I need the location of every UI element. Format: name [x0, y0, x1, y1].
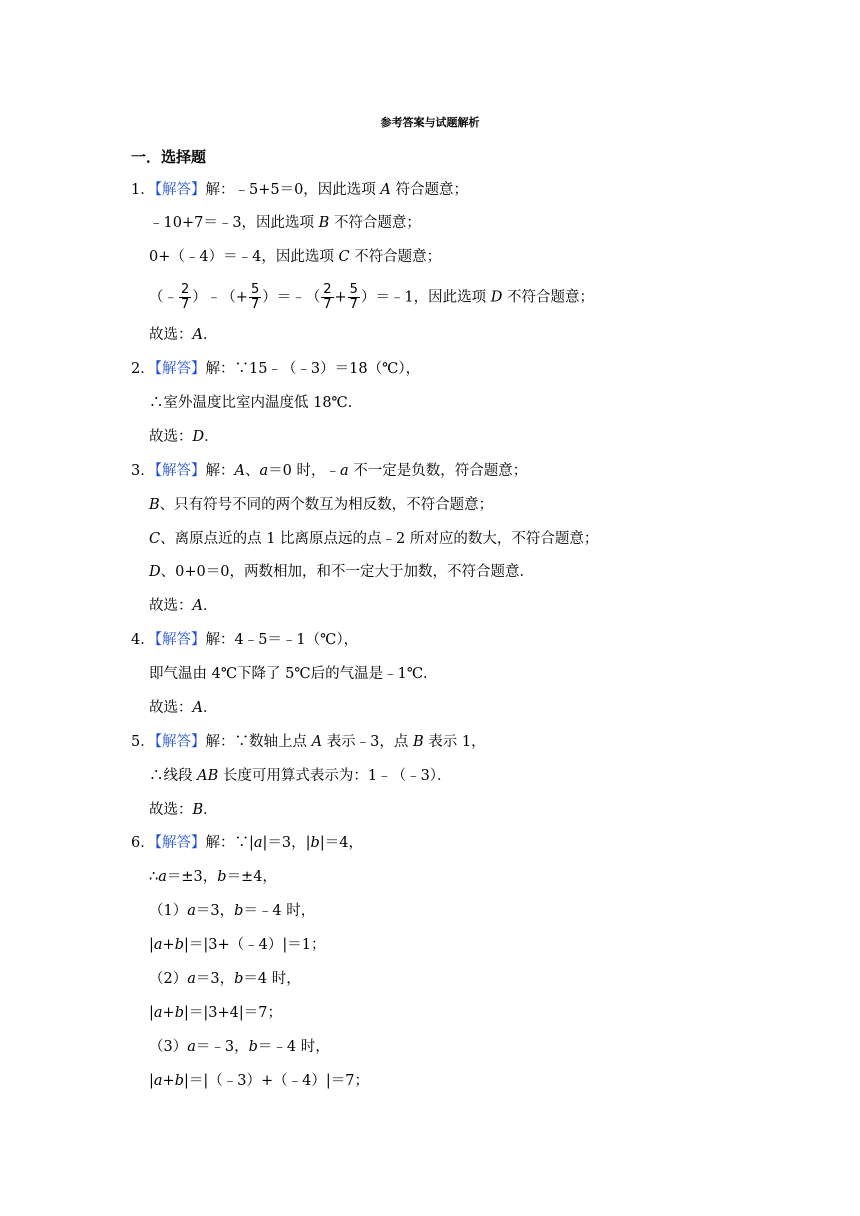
q3-line-1: 3．【解答】解：A、a＝0 时，﹣a 不一定是负数，符合题意； [131, 463, 528, 479]
q3-answer: 故选：A． [149, 598, 218, 614]
q6-line-2: ∴a＝±3，b＝±4， [149, 869, 277, 885]
q2-line-1: 2．【解答】解：∵15﹣（﹣3）＝18（℃）， [131, 361, 421, 377]
page-title: 参考答案与试题解析 [380, 116, 480, 129]
answer-tag: 【解答】 [154, 734, 206, 750]
fraction: $\frac{5}{7}$ [250, 282, 260, 312]
q3-line-2: B、只有符号不同的两个数互为相反数，不符合题意； [149, 497, 494, 513]
q4-line-2: 即气温由 4℃下降了 5℃后的气温是﹣1℃． [149, 666, 438, 682]
q2-number: 2． [131, 361, 155, 377]
q3-line-3: C、离原点近的点 1 比离原点远的点﹣2 所对应的数大，不符合题意； [149, 531, 599, 547]
q6-result-2: |a+b|＝|3+4|＝7； [149, 1005, 282, 1021]
answer-tag: 【解答】 [154, 632, 206, 648]
q5-line-1: 5．【解答】解：∵数轴上点 A 表示﹣3，点 B 表示 1， [131, 734, 486, 750]
q6-case-2: （2）a＝3，b＝4 时， [149, 971, 301, 987]
q4-answer: 故选：A． [149, 700, 218, 716]
q4-line-1: 4．【解答】解：4﹣5＝﹣1（℃）， [131, 632, 359, 648]
q2-line-2: ∴室外温度比室内温度低 18℃． [149, 395, 363, 411]
q1-line-2: ﹣10+7＝﹣3，因此选项 B 不符合题意； [149, 215, 421, 231]
q1-number: 1． [131, 182, 155, 198]
q6-result-3: |a+b|＝|（﹣3）+（﹣4）|＝7； [149, 1073, 369, 1089]
answer-tag: 【解答】 [154, 463, 206, 479]
q6-case-1: （1）a＝3，b＝﹣4 时， [149, 903, 316, 919]
q3-number: 3． [131, 463, 155, 479]
q6-number: 6． [131, 835, 155, 851]
q2-answer: 故选：D． [149, 429, 219, 445]
section-heading: 一．选择题 [131, 148, 207, 166]
q3-line-4: D、0+0＝0，两数相加，和不一定大于加数，不符合题意． [149, 564, 534, 580]
fraction: $\frac{2}{7}$ [323, 282, 332, 312]
q6-line-1: 6．【解答】解：∵|a|＝3，|b|＝4， [131, 835, 363, 851]
q6-case-3: （3）a＝﹣3，b＝﹣4 时， [149, 1039, 330, 1055]
q1-line-1: 1．【解答】解：﹣5+5＝0，因此选项 A 符合题意； [131, 182, 469, 198]
q6-result-1: |a+b|＝|3+（﹣4）|＝1； [149, 937, 326, 953]
q4-number: 4． [131, 632, 155, 648]
q1-answer: 故选：A． [149, 327, 218, 343]
answer-tag: 【解答】 [154, 182, 206, 198]
answer-tag: 【解答】 [154, 835, 206, 851]
fraction: $\frac{2}{7}$ [181, 282, 190, 312]
q5-answer: 故选：B． [149, 802, 218, 818]
fraction: $\frac{5}{7}$ [349, 282, 358, 312]
q5-number: 5． [131, 734, 155, 750]
q1-line-3: 0+（﹣4）＝﹣4，因此选项 C 不符合题意； [149, 249, 442, 265]
answer-tag: 【解答】 [154, 361, 206, 377]
q1-line-4-fractions: （﹣ $\frac{2}{7}$ ）﹣（+ $\frac{5}{7}$ ）＝﹣（ $\frac{2}{7}$ + $\frac{5}{7}$ ）＝﹣1，因此选项 D 不符合题意； [149, 282, 595, 312]
q5-line-2: ∴线段 AB 长度可用算式表示为：1﹣（﹣3）． [149, 768, 452, 784]
